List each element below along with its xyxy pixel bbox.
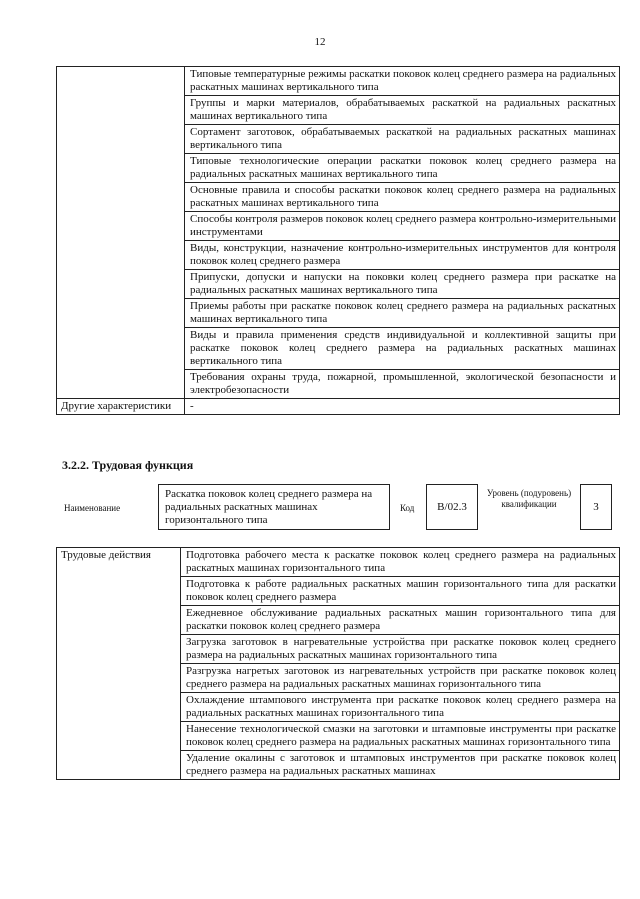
other-characteristics-value: - (185, 399, 620, 415)
action-item: Нанесение технологической смазки на заготовки и штамповые инструменты при раскатке поковок колец среднего размера на радиальных раскатных машинах горизонтального типа (181, 722, 620, 751)
knowledge-item: Сортамент заготовок, обрабатываемых раскаткой на радиальных раскатных машинах вертикального типа (185, 125, 620, 154)
knowledge-item: Виды, конструкции, назначение контрольно-измерительных инструментов для контроля поковок колец среднего размера (185, 241, 620, 270)
level-value-box (580, 484, 612, 530)
action-item: Разгрузка нагретых заготовок из нагревательных устройств при раскатке поковок колец среднего размера на радиальных раскатных машинах горизонтального типа (181, 664, 620, 693)
action-item: Подготовка рабочего места к раскатке поковок колец среднего размера на радиальных раскатных машинах горизонтального типа (181, 548, 620, 577)
knowledge-item: Приемы работы при раскатке поковок колец среднего размера на радиальных раскатных машинах вертикального типа (185, 299, 620, 328)
knowledge-table (56, 66, 620, 415)
name-value-box: Раскатка поковок колец среднего размера на радиальных раскатных машинах горизонтального типа (158, 484, 390, 530)
name-label: Наименование (64, 503, 121, 513)
knowledge-item: Требования охраны труда, пожарной, промышленной, экологической безопасности и электробезопасности (185, 370, 620, 399)
knowledge-item: Типовые температурные режимы раскатки поковок колец среднего размера на радиальных раскатных машинах вертикального типа (185, 67, 620, 96)
knowledge-item: Типовые технологические операции раскатки поковок колец среднего размера на радиальных раскатных машинах вертикального типа (185, 154, 620, 183)
action-item: Подготовка к работе радиальных раскатных машин горизонтального типа для раскатки поковок колец среднего размера (181, 577, 620, 606)
table-row (57, 67, 620, 96)
code-label: Код (400, 503, 415, 513)
action-item: Ежедневное обслуживание радиальных раскатных машин горизонтального типа для раскатки поковок колец среднего размера (181, 606, 620, 635)
knowledge-item: Виды и правила применения средств индивидуальной и коллективной защиты при раскатке поковок колец среднего размера на радиальных раскатных машинах вертикального типа (185, 328, 620, 370)
action-item: Удаление окалины с заготовок и штамповых инструментов при раскатке поковок колец среднего размера на радиальных раскатных машинах (181, 751, 620, 780)
knowledge-item: Основные правила и способы раскатки поковок колец среднего размера на радиальных раскатных машинах вертикального типа (185, 183, 620, 212)
actions-table (56, 547, 620, 780)
table-row (57, 399, 620, 415)
code-value-box (426, 484, 478, 530)
code-value: B/02.3 (437, 500, 467, 513)
page-number: 12 (314, 36, 326, 48)
action-item: Охлаждение штампового инструмента при раскатке поковок колец среднего размера на радиальных раскатных машинах горизонтального типа (181, 693, 620, 722)
other-characteristics-label: Другие характеристики (57, 399, 185, 415)
actions-label: Трудовые действия (57, 548, 181, 780)
level-value: 3 (593, 500, 599, 513)
section-heading: 3.2.2. Трудовая функция (62, 458, 194, 472)
knowledge-item: Способы контроля размеров поковок колец среднего размера контрольно-измерительными инструментами (185, 212, 620, 241)
level-label: Уровень (подуровень) квалификации (486, 488, 572, 509)
knowledge-item: Группы и марки материалов, обрабатываемых раскаткой на радиальных раскатных машинах вертикального типа (185, 96, 620, 125)
empty-label-cell (57, 67, 185, 399)
table-row (57, 548, 620, 577)
knowledge-item: Припуски, допуски и напуски на поковки колец среднего размера при раскатке на радиальных раскатных машинах вертикального типа (185, 270, 620, 299)
action-item: Загрузка заготовок в нагревательные устройства при раскатке поковок колец среднего размера на радиальных раскатных машинах горизонтального типа (181, 635, 620, 664)
